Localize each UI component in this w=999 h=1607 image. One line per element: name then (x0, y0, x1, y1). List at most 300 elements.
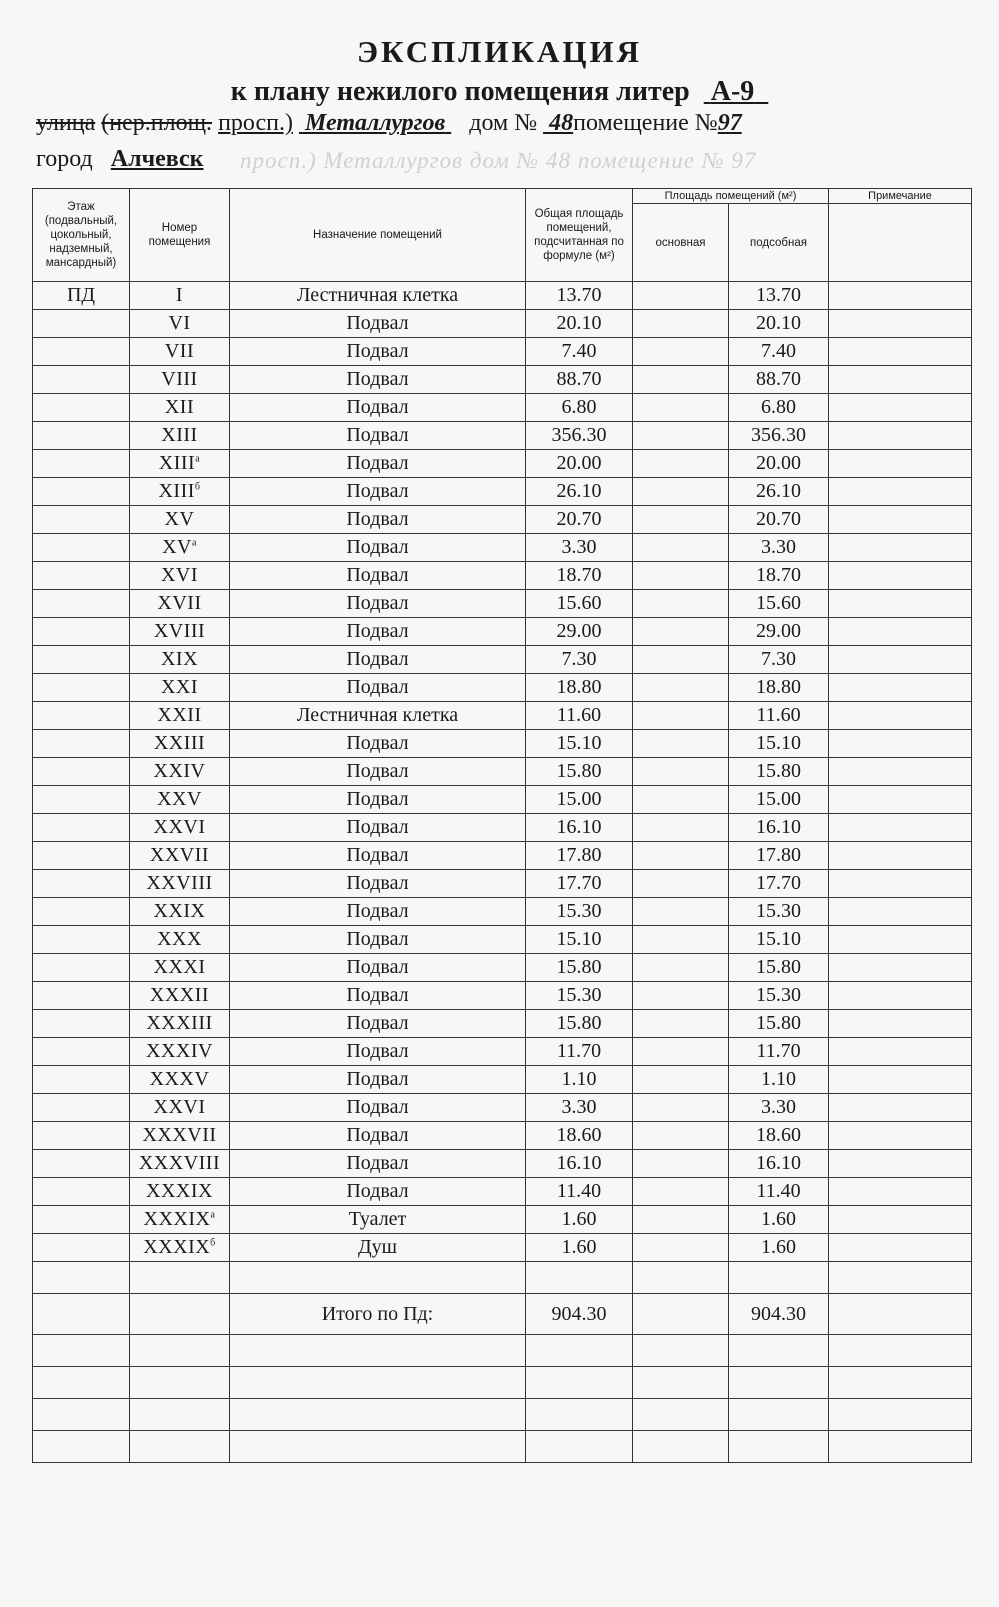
purpose-cell: Подвал (230, 674, 526, 702)
total-main-cell (633, 1294, 729, 1335)
total-area-cell: 3.30 (526, 1094, 633, 1122)
aux-area-cell: 16.10 (729, 814, 829, 842)
notes-cell (829, 590, 972, 618)
total-area-cell: 6.80 (526, 394, 633, 422)
purpose-cell: Подвал (230, 1038, 526, 1066)
room-number-suffix: б (210, 1237, 216, 1249)
main-area-cell (633, 1206, 729, 1234)
main-area-cell (633, 478, 729, 506)
purpose-cell: Подвал (230, 758, 526, 786)
header-floor: Этаж (подвальный, цокольный, надземный, мансардный) (33, 189, 130, 282)
table-row (33, 1206, 972, 1234)
main-area-cell (633, 394, 729, 422)
table-row (33, 366, 972, 394)
room-number-cell (130, 982, 230, 1010)
room-number-suffix: а (210, 1209, 216, 1221)
notes-cell (829, 954, 972, 982)
purpose-cell: Подвал (230, 562, 526, 590)
table-row (33, 1094, 972, 1122)
main-area-cell (633, 954, 729, 982)
floor-cell (33, 814, 130, 842)
header-room-number: Номер помещения (130, 189, 230, 282)
table-row (33, 702, 972, 730)
aux-area-cell: 11.40 (729, 1178, 829, 1206)
room-number: XXII (157, 704, 202, 726)
room-number-cell (130, 926, 230, 954)
empty-cell (633, 1262, 729, 1294)
purpose-cell: Подвал (230, 730, 526, 758)
main-area-cell (633, 618, 729, 646)
purpose-cell: Подвал (230, 814, 526, 842)
notes-cell (829, 338, 972, 366)
purpose-cell: Подвал (230, 1150, 526, 1178)
room-number: XXXVII (142, 1124, 217, 1146)
room-number-suffix: а (195, 453, 201, 465)
main-area-cell (633, 646, 729, 674)
header-notes: Примечание (829, 189, 972, 204)
notes-cell (829, 1150, 972, 1178)
room-number-cell (130, 590, 230, 618)
total-area-cell: 15.80 (526, 758, 633, 786)
empty-cell (729, 1399, 829, 1431)
empty-cell (130, 1335, 230, 1367)
main-area-cell (633, 814, 729, 842)
main-area-cell (633, 1038, 729, 1066)
room-number-cell (130, 450, 230, 478)
floor-cell (33, 842, 130, 870)
floor-cell (33, 534, 130, 562)
empty-cell (829, 1367, 972, 1399)
main-area-cell (633, 338, 729, 366)
aux-area-cell: 18.70 (729, 562, 829, 590)
empty-cell (130, 1294, 230, 1335)
room-number-cell (130, 310, 230, 338)
main-area-cell (633, 506, 729, 534)
total-area-cell: 26.10 (526, 478, 633, 506)
floor-cell (33, 702, 130, 730)
notes-cell (829, 982, 972, 1010)
room-number-cell (130, 870, 230, 898)
notes-cell (829, 478, 972, 506)
room-number: VII (164, 340, 195, 362)
table-row (33, 1038, 972, 1066)
notes-cell (829, 1206, 972, 1234)
purpose-cell: Подвал (230, 422, 526, 450)
table-row (33, 1150, 972, 1178)
total-aux-cell: 904.30 (729, 1294, 829, 1335)
empty-cell (829, 1431, 972, 1463)
room-number-cell (130, 1094, 230, 1122)
main-area-cell (633, 786, 729, 814)
floor-cell (33, 366, 130, 394)
room-number: I (175, 284, 184, 306)
notes-cell (829, 1234, 972, 1262)
aux-area-cell: 13.70 (729, 282, 829, 310)
total-area-cell: 15.00 (526, 786, 633, 814)
floor-cell (33, 982, 130, 1010)
total-area-cell: 15.30 (526, 898, 633, 926)
aux-area-cell: 7.40 (729, 338, 829, 366)
empty-cell (729, 1335, 829, 1367)
room-number: VI (168, 312, 191, 334)
room-number-cell (130, 506, 230, 534)
floor-cell (33, 758, 130, 786)
empty-cell (829, 1294, 972, 1335)
room-number: XXVI (153, 1096, 206, 1118)
total-area-cell: 20.70 (526, 506, 633, 534)
total-area-cell: 20.10 (526, 310, 633, 338)
room-number: XVI (160, 564, 199, 586)
header-auxiliary: подсобная (729, 204, 829, 282)
floor-cell (33, 1150, 130, 1178)
floor-cell (33, 1122, 130, 1150)
room-number: XIX (160, 648, 199, 670)
room-number-cell (130, 366, 230, 394)
aux-area-cell: 15.10 (729, 926, 829, 954)
table-row (33, 590, 972, 618)
purpose-cell: Душ (230, 1234, 526, 1262)
table-row (33, 478, 972, 506)
header-area-group: Площадь помещений (м²) (633, 189, 829, 204)
room-number-cell (130, 954, 230, 982)
city-name: Алчевск (110, 146, 204, 172)
empty-cell (633, 1431, 729, 1463)
room-number-cell (130, 758, 230, 786)
empty-cell (33, 1294, 130, 1335)
table-row (33, 814, 972, 842)
aux-area-cell: 3.30 (729, 1094, 829, 1122)
total-label-cell: Итого по Пд: (230, 1294, 526, 1335)
room-number: XVIII (153, 620, 206, 642)
notes-cell (829, 842, 972, 870)
purpose-cell: Подвал (230, 534, 526, 562)
main-area-cell (633, 1178, 729, 1206)
floor-cell (33, 898, 130, 926)
room-number-cell (130, 1234, 230, 1262)
notes-cell (829, 1122, 972, 1150)
aux-area-cell: 15.30 (729, 982, 829, 1010)
purpose-cell: Подвал (230, 982, 526, 1010)
notes-cell (829, 422, 972, 450)
room-number: XII (164, 396, 195, 418)
floor-cell (33, 1206, 130, 1234)
room-number-cell (130, 422, 230, 450)
floor-cell (33, 506, 130, 534)
total-area-cell: 16.10 (526, 1150, 633, 1178)
main-area-cell (633, 674, 729, 702)
room-number-cell (130, 842, 230, 870)
empty-cell (526, 1335, 633, 1367)
aux-area-cell: 356.30 (729, 422, 829, 450)
total-area-cell: 11.60 (526, 702, 633, 730)
floor-cell (33, 450, 130, 478)
aux-area-cell: 15.10 (729, 730, 829, 758)
total-area-cell: 1.60 (526, 1234, 633, 1262)
table-row (33, 674, 972, 702)
aux-area-cell: 1.60 (729, 1206, 829, 1234)
empty-cell (829, 1399, 972, 1431)
purpose-cell: Подвал (230, 310, 526, 338)
aux-area-cell: 15.80 (729, 1010, 829, 1038)
room-number-cell (130, 1206, 230, 1234)
empty-cell (130, 1367, 230, 1399)
purpose-cell: Подвал (230, 394, 526, 422)
notes-cell (829, 1010, 972, 1038)
total-area-cell: 15.10 (526, 730, 633, 758)
room-number: XXXIX (143, 1236, 211, 1258)
aux-area-cell: 6.80 (729, 394, 829, 422)
floor-cell (33, 618, 130, 646)
empty-cell (33, 1431, 130, 1463)
total-area-cell: 29.00 (526, 618, 633, 646)
aux-area-cell: 15.30 (729, 898, 829, 926)
city-line (36, 146, 203, 173)
room-number-cell (130, 1178, 230, 1206)
table-row (33, 730, 972, 758)
total-area-cell: 11.40 (526, 1178, 633, 1206)
aux-area-cell: 88.70 (729, 366, 829, 394)
empty-cell (829, 1335, 972, 1367)
room-number: XXXI (153, 956, 206, 978)
main-area-cell (633, 926, 729, 954)
room-number-suffix: б (194, 481, 201, 493)
aux-area-cell: 7.30 (729, 646, 829, 674)
empty-cell (230, 1367, 526, 1399)
room-number: XVII (157, 592, 202, 614)
floor-cell (33, 674, 130, 702)
main-area-cell (633, 366, 729, 394)
room-number-cell (130, 282, 230, 310)
notes-cell (829, 898, 972, 926)
main-area-cell (633, 450, 729, 478)
room-number: XXVII (149, 844, 210, 866)
empty-cell (130, 1399, 230, 1431)
floor-cell (33, 422, 130, 450)
table-row (33, 310, 972, 338)
purpose-cell: Подвал (230, 1094, 526, 1122)
main-area-cell (633, 702, 729, 730)
table-row (33, 1010, 972, 1038)
floor-cell (33, 590, 130, 618)
aux-area-cell: 16.10 (729, 1150, 829, 1178)
room-number-cell (130, 1038, 230, 1066)
notes-cell (829, 1066, 972, 1094)
floor-cell (33, 338, 130, 366)
aux-area-cell: 1.10 (729, 1066, 829, 1094)
room-number: XIII (158, 452, 196, 474)
total-area-cell: 15.30 (526, 982, 633, 1010)
total-area-cell: 3.30 (526, 534, 633, 562)
main-area-cell (633, 842, 729, 870)
empty-cell (33, 1262, 130, 1294)
main-area-cell (633, 1094, 729, 1122)
empty-cell (633, 1335, 729, 1367)
empty-cell (230, 1335, 526, 1367)
aux-area-cell: 20.10 (729, 310, 829, 338)
floor-cell (33, 562, 130, 590)
purpose-cell: Подвал (230, 1122, 526, 1150)
total-area-cell: 15.80 (526, 1010, 633, 1038)
empty-row (33, 1262, 972, 1294)
main-area-cell (633, 534, 729, 562)
table-row (33, 282, 972, 310)
house-label: дом № (469, 110, 538, 136)
empty-cell (633, 1399, 729, 1431)
table-row (33, 898, 972, 926)
premise-label: помещение № (573, 110, 718, 136)
empty-row (33, 1335, 972, 1367)
notes-cell (829, 562, 972, 590)
purpose-cell: Подвал (230, 590, 526, 618)
table-row (33, 758, 972, 786)
notes-cell (829, 366, 972, 394)
room-number-cell (130, 786, 230, 814)
room-number-cell (130, 1010, 230, 1038)
main-area-cell (633, 730, 729, 758)
empty-cell (526, 1399, 633, 1431)
floor-cell (33, 1010, 130, 1038)
explication-table (32, 188, 972, 1463)
table-row (33, 786, 972, 814)
total-area-cell: 16.10 (526, 814, 633, 842)
table-row (33, 394, 972, 422)
room-number-cell (130, 646, 230, 674)
floor-cell (33, 310, 130, 338)
notes-cell (829, 618, 972, 646)
purpose-cell: Подвал (230, 954, 526, 982)
room-number-cell (130, 338, 230, 366)
main-area-cell (633, 422, 729, 450)
main-area-cell (633, 870, 729, 898)
purpose-cell: Подвал (230, 450, 526, 478)
room-number-cell (130, 534, 230, 562)
room-number: XXXIII (146, 1012, 213, 1034)
purpose-cell: Подвал (230, 870, 526, 898)
bleed-through-text: просп.) Металлургов дом № 48 помещение № 97 (240, 148, 757, 173)
total-area-cell: 1.10 (526, 1066, 633, 1094)
room-number-cell (130, 898, 230, 926)
notes-cell (829, 814, 972, 842)
room-number-cell (130, 394, 230, 422)
aux-area-cell: 1.60 (729, 1234, 829, 1262)
room-number: XXXIX (143, 1208, 211, 1230)
street-word: улица (36, 110, 96, 136)
main-area-cell (633, 1066, 729, 1094)
purpose-cell: Лестничная клетка (230, 702, 526, 730)
total-area-cell: 7.40 (526, 338, 633, 366)
floor-cell (33, 1066, 130, 1094)
notes-cell (829, 506, 972, 534)
aux-area-cell: 11.60 (729, 702, 829, 730)
room-number: XXVI (153, 816, 206, 838)
notes-cell (829, 646, 972, 674)
city-label: город (36, 146, 93, 172)
main-area-cell (633, 1010, 729, 1038)
street-name: Металлургов (305, 110, 446, 136)
total-area-cell: 15.10 (526, 926, 633, 954)
notes-cell (829, 674, 972, 702)
floor-cell (33, 1038, 130, 1066)
total-area-cell: 18.70 (526, 562, 633, 590)
floor-cell (33, 478, 130, 506)
notes-cell (829, 310, 972, 338)
main-area-cell (633, 282, 729, 310)
empty-cell (729, 1431, 829, 1463)
table-row (33, 338, 972, 366)
main-area-cell (633, 898, 729, 926)
header-purpose: Назначение помещений (230, 189, 526, 282)
room-number-cell (130, 1066, 230, 1094)
room-number-cell (130, 702, 230, 730)
room-number: XV (164, 508, 195, 530)
notes-cell (829, 1178, 972, 1206)
total-area-cell: 13.70 (526, 282, 633, 310)
empty-cell (729, 1262, 829, 1294)
purpose-cell: Подвал (230, 926, 526, 954)
purpose-cell: Подвал (230, 1066, 526, 1094)
total-sum-cell: 904.30 (526, 1294, 633, 1335)
liter-value: А-9 (710, 76, 755, 107)
total-area-cell: 18.60 (526, 1122, 633, 1150)
purpose-cell: Лестничная клетка (230, 282, 526, 310)
table-row (33, 646, 972, 674)
floor-cell: ПД (33, 282, 130, 310)
room-number: XXIII (153, 732, 206, 754)
room-number-cell (130, 562, 230, 590)
purpose-cell: Подвал (230, 898, 526, 926)
room-number: XXIX (153, 900, 206, 922)
notes-cell (829, 450, 972, 478)
aux-area-cell: 26.10 (729, 478, 829, 506)
room-number-cell (130, 730, 230, 758)
total-area-cell: 7.30 (526, 646, 633, 674)
purpose-cell: Подвал (230, 842, 526, 870)
purpose-cell: Подвал (230, 646, 526, 674)
table-row (33, 422, 972, 450)
floor-cell (33, 954, 130, 982)
total-area-cell: 15.80 (526, 954, 633, 982)
total-area-cell: 15.60 (526, 590, 633, 618)
main-area-cell (633, 1150, 729, 1178)
floor-cell (33, 730, 130, 758)
main-area-cell (633, 1122, 729, 1150)
table-row (33, 926, 972, 954)
empty-row (33, 1399, 972, 1431)
empty-cell (230, 1431, 526, 1463)
table-row (33, 618, 972, 646)
empty-row (33, 1367, 972, 1399)
purpose-cell: Туалет (230, 1206, 526, 1234)
header-total-area: Общая площадь помещений, подсчитанная по формуле (м²) (526, 189, 633, 282)
floor-cell (33, 870, 130, 898)
notes-cell (829, 758, 972, 786)
room-number: XIII (158, 480, 195, 502)
table-body (33, 282, 972, 1463)
floor-cell (33, 1178, 130, 1206)
alt-words-a: (нер.площ. (101, 110, 213, 136)
room-number-suffix: а (191, 537, 197, 549)
empty-cell (33, 1367, 130, 1399)
room-number: XXI (160, 676, 199, 698)
aux-area-cell: 11.70 (729, 1038, 829, 1066)
notes-cell (829, 730, 972, 758)
floor-cell (33, 926, 130, 954)
room-number: XXXII (149, 984, 210, 1006)
table-row (33, 1066, 972, 1094)
room-number-cell (130, 1150, 230, 1178)
empty-cell (729, 1367, 829, 1399)
premise-number: 97 (717, 110, 742, 136)
